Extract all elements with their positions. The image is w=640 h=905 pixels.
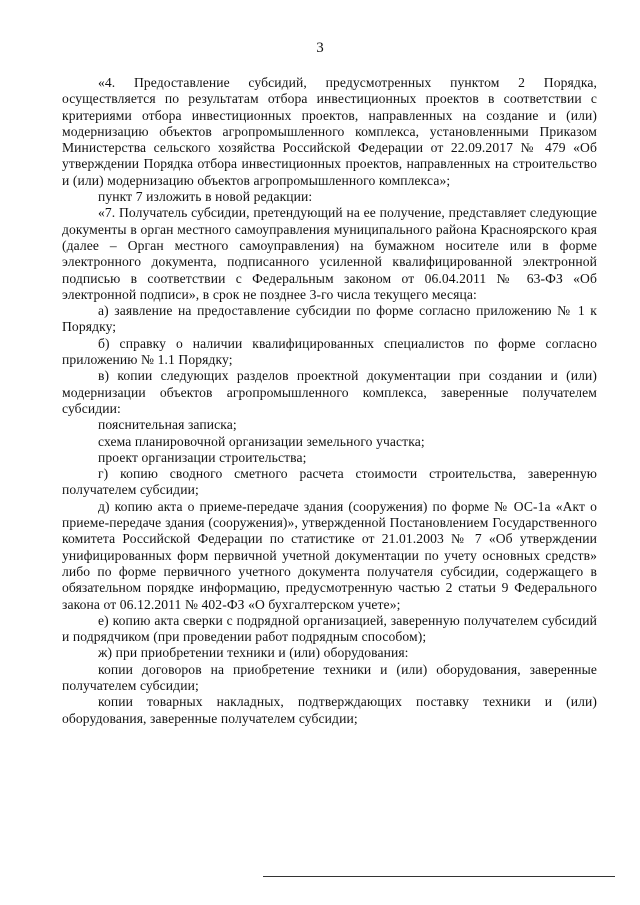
paragraph-item-4-amendment: «4. Предоставление субсидий, предусмотренных пунктом 2 Порядка, осуществляется по результатам отбора инвестиционных проектов в соответствии с критериями отбора инвестиционных проектов, направленных на создание и (или) модернизацию объектов агропромышленного комплекса, установленными Приказом Министерства сельского хозяйства Российской Федерации от 22.09.2017 № 479 «Об утверждении Порядка отбора инвестиционных проектов, направленных на строительство и (или) модернизацию объектов агропромышленного комплекса»; xyxy=(62,75,597,188)
paragraph-contracts-copies: копии договоров на приобретение техники и (или) оборудования, заверенные получателем субсидии; xyxy=(62,661,597,693)
paragraph-subitem-e: е) копию акта сверки с подрядной организацией, заверенную получателем субсидий и подрядчиком (при проведении работ подрядным способом); xyxy=(62,612,597,645)
paragraph-subitem-d: д) копию акта о приеме-передаче здания (сооружения) по форме № ОС-1а «Акт о приеме-передаче здания (сооружения)», утвержденной Постановлением Государственного комитета Российской Федерации по статистике от 21.01.2003 № 7 «Об утверждении унифицированных форм первичной учетной документации по учету основных средств» либо по форме первичного учетного документа получателя субсидии, содержащего в обязательном порядке информацию, предусмотренную частью 2 статьи 9 Федерального закона от 06.12.2011 № 402-ФЗ «О бухгалтерском учете»; xyxy=(62,498,597,612)
paragraph-construction-project: проект организации строительства; xyxy=(98,449,307,465)
paragraph-invoices-copies: копии товарных накладных, подтверждающих поставку техники и (или) оборудования, заверенные получателем субсидии; xyxy=(62,694,597,726)
bottom-rule-line xyxy=(263,876,615,877)
paragraph-subitem-a: а) заявление на предоставление субсидии по форме согласно приложению № 1 к Порядку; xyxy=(62,303,597,335)
paragraph-subitem-v: в) копии следующих разделов проектной документации при создании и (или) модернизации объектов агропромышленного комплекса, заверенные получателем субсидии: xyxy=(62,368,597,416)
paragraph-subitem-b: б) справку о наличии квалифицированных специалистов по форме согласно приложению № 1.1 Порядку; xyxy=(62,335,597,368)
paragraph-subitem-g: г) копию сводного сметного расчета стоимости строительства, заверенную получателем субсидии; xyxy=(62,466,597,498)
paragraph-subitem-zh: ж) при приобретении техники и (или) оборудования: xyxy=(98,645,409,661)
paragraph-site-plan-scheme: схема планировочной организации земельного участка; xyxy=(98,433,425,449)
paragraph-item-7-text: «7. Получатель субсидии, претендующий на ее получение, представляет следующие документы в орган местного самоуправления муниципального района Красноярского края (далее – Орган местного самоуправления) на бумажном носителе или в форме электронного документа, подписанного усиленной квалифицированной электронной подписью в соответствии с Федеральным законом от 06.04.2011 № 63-ФЗ «Об электронной подписи», в срок не позднее 3-го числа текущего месяца: xyxy=(62,205,597,302)
paragraph-explanatory-note: пояснительная записка; xyxy=(98,417,237,433)
page-number: 3 xyxy=(316,40,324,56)
document-body xyxy=(62,75,597,727)
paragraph-item-7-intro: пункт 7 изложить в новой редакции: xyxy=(98,189,313,205)
